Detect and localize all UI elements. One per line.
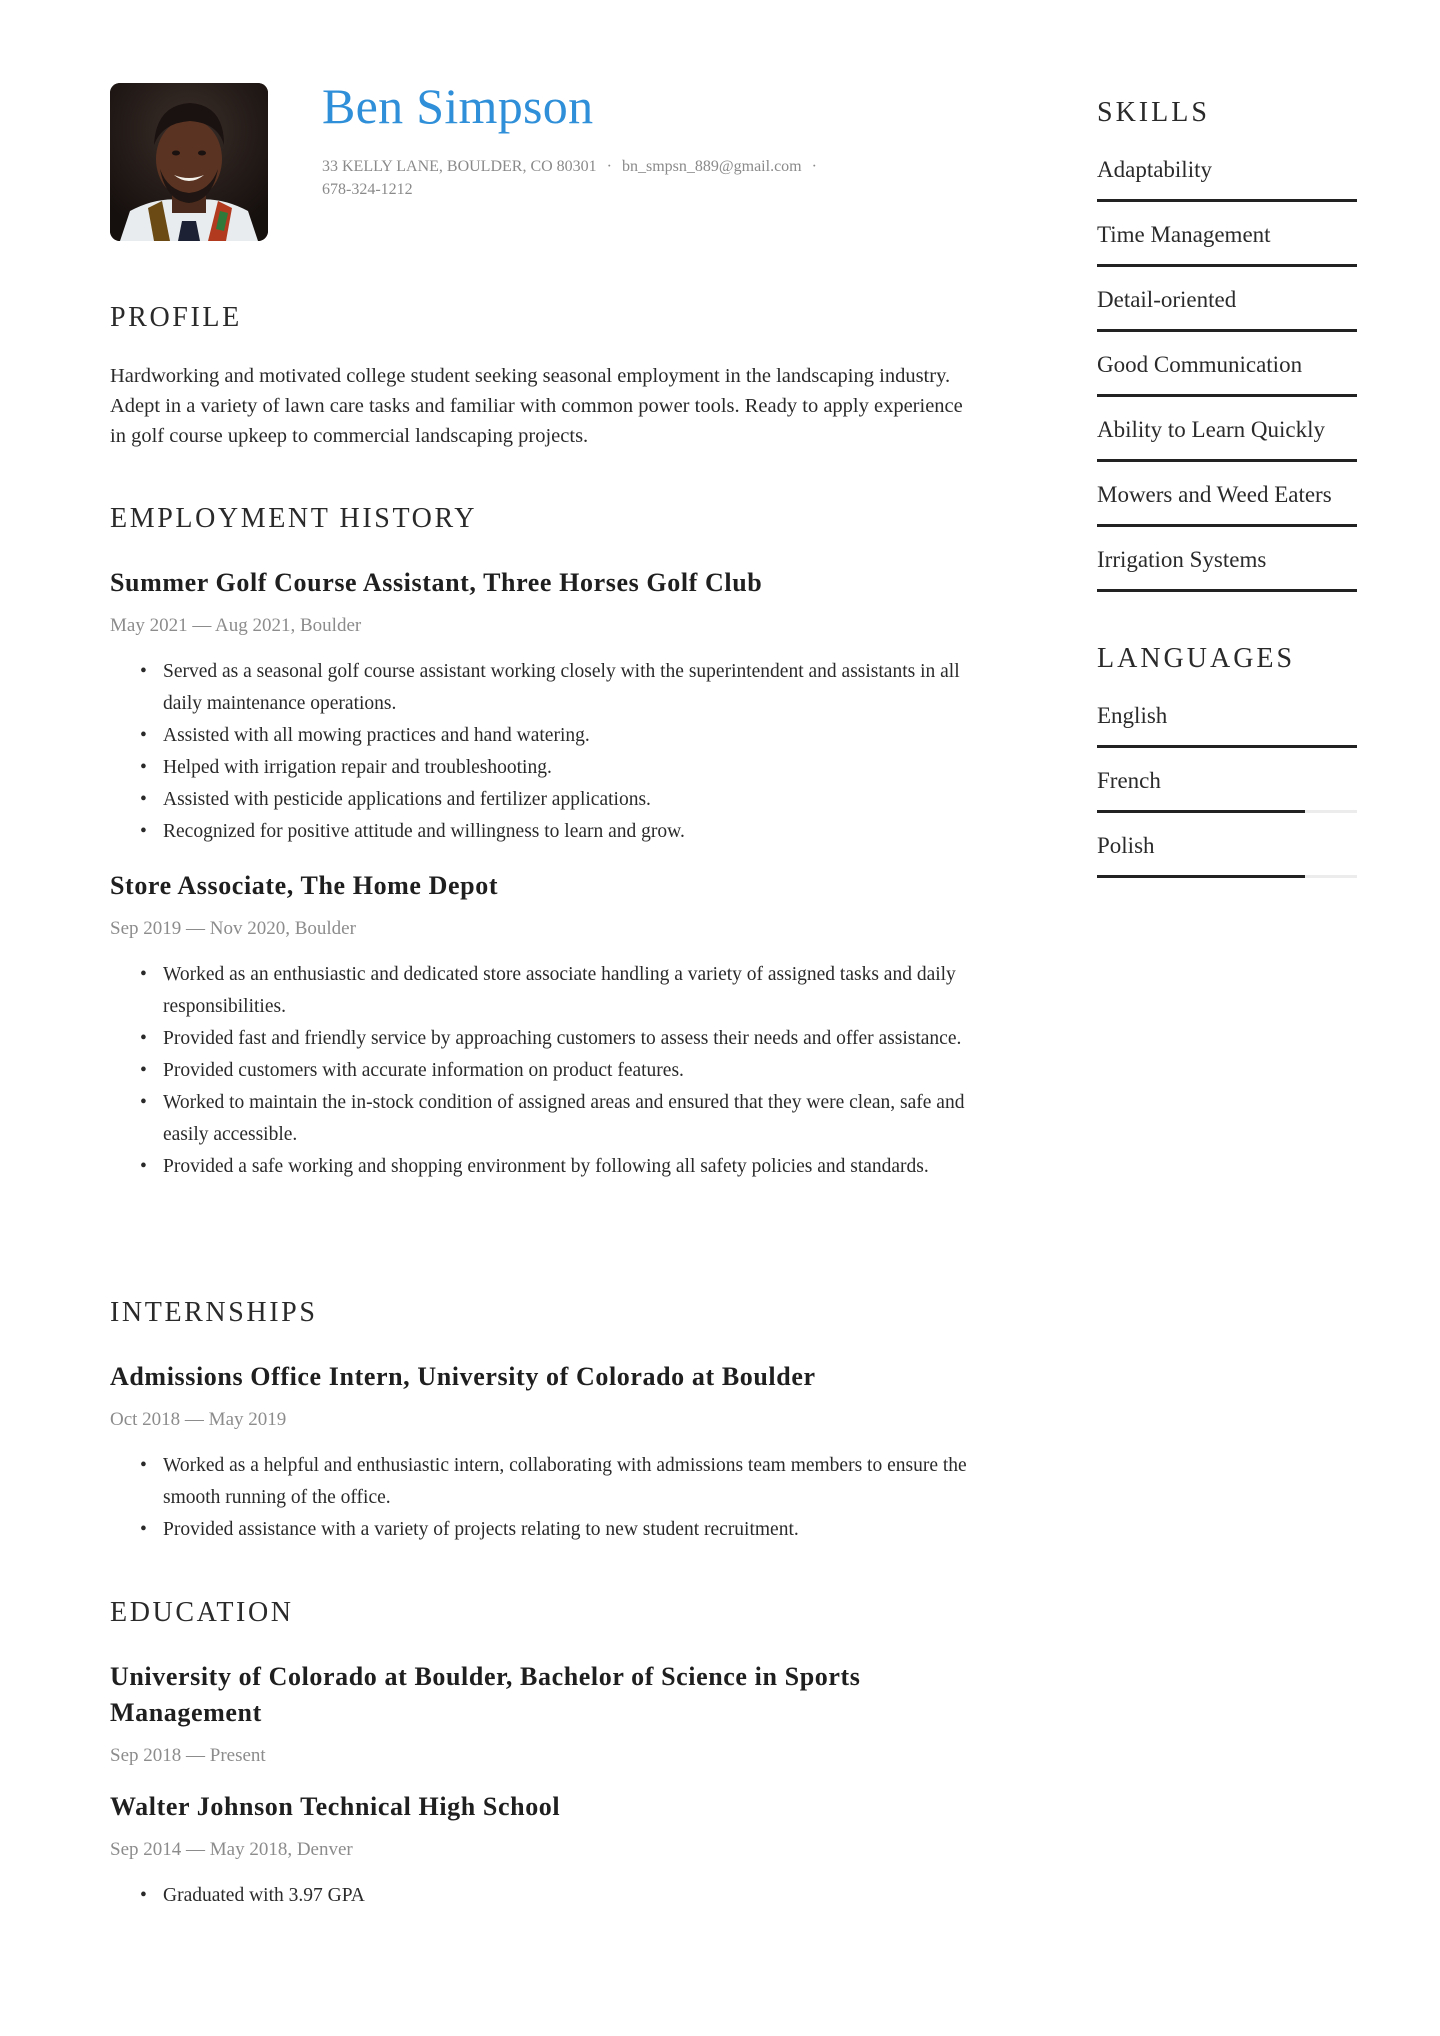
skill-item	[1097, 157, 1357, 222]
job-bullets	[110, 656, 970, 848]
list-item: • Helped with irrigation repair and troubleshooting.	[140, 757, 552, 778]
language-label: French	[1097, 768, 1161, 793]
list-item: • Worked to maintain the in-stock condition of assigned areas and ensured that they were clean, safe and easily accessible.	[140, 1092, 965, 1145]
email-link[interactable]: bn_smpsn_889@gmail.com	[622, 158, 802, 175]
skill-level-fill	[1097, 524, 1357, 527]
list-item: • Assisted with all mowing practices and hand watering.	[140, 725, 590, 746]
section-title-skills: SKILLS	[1097, 97, 1210, 128]
skill-item	[1097, 482, 1357, 547]
education-title: Walter Johnson Technical High School	[110, 1792, 561, 1821]
skill-label: Good Communication	[1097, 352, 1303, 377]
list-item: • Provided assistance with a variety of projects relating to new student recruitment.	[140, 1519, 799, 1540]
list-item: • Provided a safe working and shopping environment by following all safety policies and standards.	[140, 1156, 929, 1177]
section-title-languages: LANGUAGES	[1097, 643, 1296, 674]
skill-item	[1097, 287, 1357, 352]
skill-level-track	[1097, 264, 1357, 267]
skill-item	[1097, 417, 1357, 482]
list-item: • Worked as an enthusiastic and dedicated store associate handling a variety of assigned tasks and daily responsibilities.	[140, 964, 956, 1017]
skill-label: Time Management	[1097, 222, 1271, 247]
phone: 678-324-1212	[322, 181, 413, 198]
resume-header	[110, 78, 910, 243]
skill-level-track	[1097, 524, 1357, 527]
job-date: May 2021 — Aug 2021, Boulder	[110, 615, 362, 636]
language-item	[1097, 703, 1357, 768]
education-bullets	[110, 1880, 970, 1912]
language-level-fill	[1097, 810, 1305, 813]
profile-photo	[110, 83, 268, 241]
skill-level-fill	[1097, 329, 1357, 332]
education-date: Sep 2014 — May 2018, Denver	[110, 1839, 353, 1860]
education-title: University of Colorado at Boulder, Bachelor of Science in Sports Management	[110, 1662, 861, 1727]
list-item: • Worked as a helpful and enthusiastic intern, collaborating with admissions team members to ensure the smooth running of the office.	[140, 1455, 967, 1508]
list-item: • Served as a seasonal golf course assistant working closely with the superintendent and assistants in all daily maintenance operations.	[140, 661, 960, 714]
section-title-education: EDUCATION	[110, 1597, 294, 1628]
skill-label: Mowers and Weed Eaters	[1097, 482, 1332, 507]
skill-level-track	[1097, 589, 1357, 592]
skill-level-fill	[1097, 199, 1357, 202]
skill-level-fill	[1097, 589, 1357, 592]
separator: ·	[811, 158, 817, 175]
job-date: Sep 2019 — Nov 2020, Boulder	[110, 918, 356, 939]
skill-level-fill	[1097, 459, 1357, 462]
internship-title: Admissions Office Intern, University of Colorado at Boulder	[110, 1362, 816, 1391]
separator: ·	[606, 158, 612, 175]
profile-text: Hardworking and motivated college student seeking seasonal employment in the landscaping industry. Adept in a variety of lawn care tasks and familiar with common power tools. Ready to apply experience in golf course upkeep to commercial landscaping projects.	[110, 365, 963, 447]
language-level-track	[1097, 745, 1357, 748]
list-item: • Recognized for positive attitude and willingness to learn and grow.	[140, 821, 685, 842]
language-label: English	[1097, 703, 1168, 728]
skill-item	[1097, 222, 1357, 287]
skill-level-fill	[1097, 264, 1357, 267]
skill-level-fill	[1097, 394, 1357, 397]
education-date: Sep 2018 — Present	[110, 1745, 266, 1766]
skill-label: Detail-oriented	[1097, 287, 1237, 312]
section-title-profile: PROFILE	[110, 302, 242, 333]
list-item: • Assisted with pesticide applications and fertilizer applications.	[140, 789, 651, 810]
skill-level-track	[1097, 199, 1357, 202]
section-title-internships: INTERNSHIPS	[110, 1297, 318, 1328]
skill-level-track	[1097, 459, 1357, 462]
language-level-fill	[1097, 745, 1357, 748]
skill-level-track	[1097, 394, 1357, 397]
internship-bullets	[110, 1450, 970, 1546]
skill-label: Irrigation Systems	[1097, 547, 1267, 572]
language-level-track	[1097, 875, 1357, 878]
address: 33 KELLY LANE, BOULDER, CO 80301	[322, 158, 597, 175]
skill-item	[1097, 352, 1357, 417]
language-label: Polish	[1097, 833, 1155, 858]
list-item: • Graduated with 3.97 GPA	[140, 1885, 365, 1906]
skill-label: Ability to Learn Quickly	[1097, 417, 1326, 442]
skill-label: Adaptability	[1097, 157, 1212, 182]
skill-item	[1097, 547, 1357, 612]
job-title: Summer Golf Course Assistant, Three Horses Golf Club	[110, 568, 763, 597]
section-title-employment: EMPLOYMENT HISTORY	[110, 503, 478, 534]
language-item	[1097, 768, 1357, 833]
person-photo-icon	[110, 83, 268, 241]
contact-info	[322, 155, 922, 201]
language-level-track	[1097, 810, 1357, 813]
list-item: • Provided fast and friendly service by approaching customers to assess their needs and offer assistance.	[140, 1028, 962, 1049]
candidate-name: Ben Simpson	[322, 78, 594, 134]
skill-level-track	[1097, 329, 1357, 332]
internship-date: Oct 2018 — May 2019	[110, 1409, 287, 1430]
job-bullets	[110, 959, 970, 1183]
language-item	[1097, 833, 1357, 898]
job-title: Store Associate, The Home Depot	[110, 871, 499, 900]
language-level-fill	[1097, 875, 1305, 878]
list-item: • Provided customers with accurate information on product features.	[140, 1060, 684, 1081]
